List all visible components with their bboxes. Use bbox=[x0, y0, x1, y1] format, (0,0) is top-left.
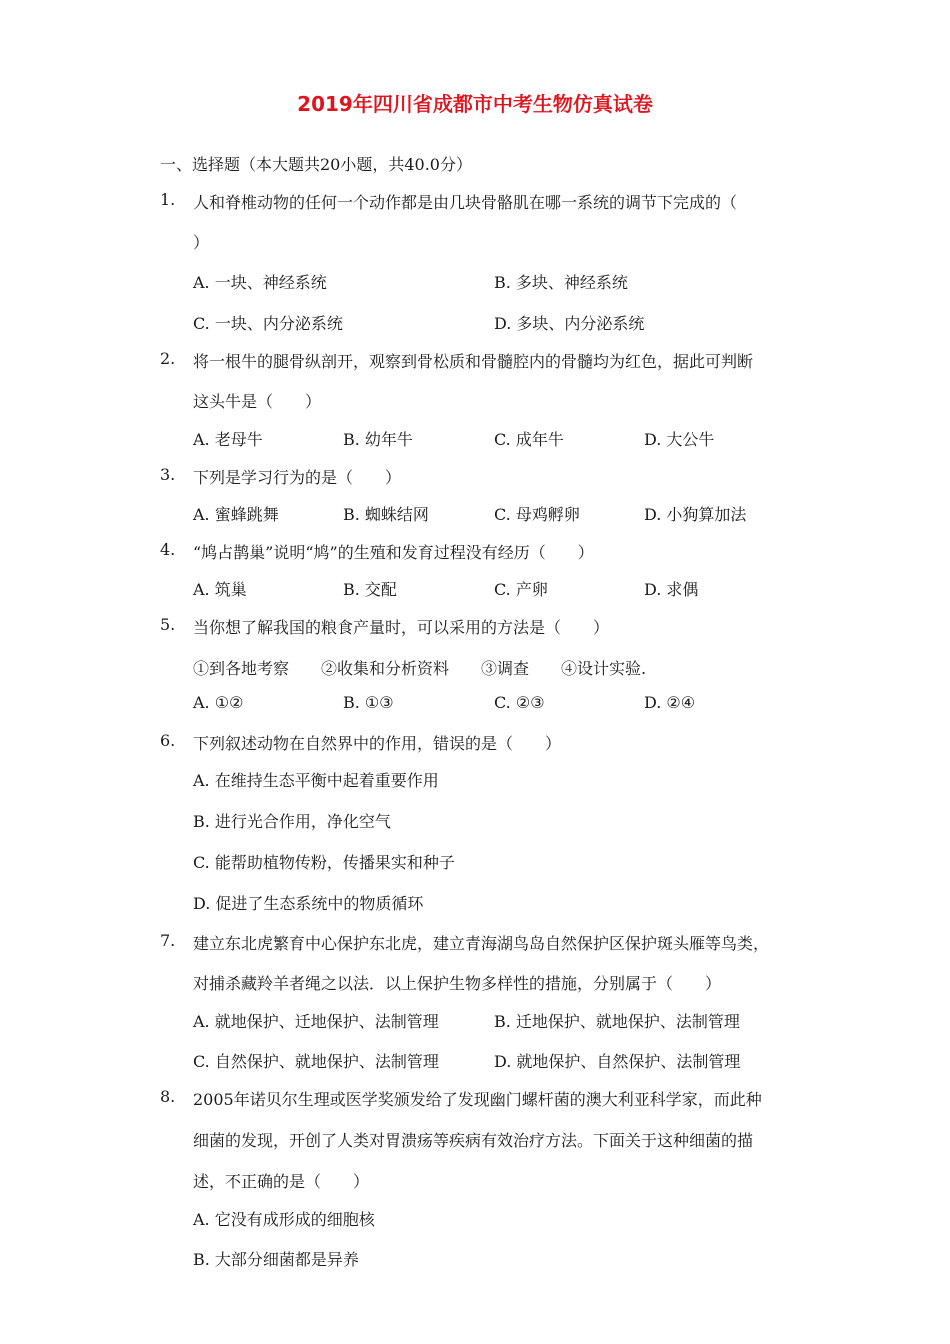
option-c: C. ②③ bbox=[494, 693, 545, 712]
question-number: 4. bbox=[160, 540, 176, 559]
option-c: C. 自然保护、就地保护、法制管理 bbox=[193, 1052, 439, 1071]
option-b: B. 交配 bbox=[343, 580, 397, 599]
option-d: D. 小狗算加法 bbox=[644, 505, 747, 524]
option-a: A. 蜜蜂跳舞 bbox=[193, 505, 279, 524]
option-c: C. 产卵 bbox=[494, 580, 548, 599]
option-d: D. 促进了生态系统中的物质循环 bbox=[193, 894, 424, 913]
option-c: C. 成年牛 bbox=[494, 430, 564, 449]
question-number: 5. bbox=[160, 615, 176, 634]
question-stem: 述，不正确的是（ ） bbox=[193, 1172, 370, 1191]
question-stem: 当你想了解我国的粮食产量时，可以采用的方法是（ ） bbox=[193, 618, 610, 637]
question-stem: 细菌的发现，开创了人类对胃溃疡等疾病有效治疗方法。下面关于这种细菌的描 bbox=[193, 1131, 754, 1150]
option-c: C. 能帮助植物传粉，传播果实和种子 bbox=[193, 853, 455, 872]
question-number: 7. bbox=[160, 931, 176, 950]
exam-title: 2019年四川省成都市中考生物仿真试卷 bbox=[297, 92, 653, 116]
option-d: D. 大公牛 bbox=[644, 430, 715, 449]
option-a: A. 一块、神经系统 bbox=[193, 273, 327, 292]
question-stem: 这头牛是（ ） bbox=[193, 392, 322, 411]
question-number: 6. bbox=[160, 731, 176, 750]
option-b: B. ①③ bbox=[343, 693, 394, 712]
question-number: 3. bbox=[160, 465, 176, 484]
question-stem: 人和脊椎动物的任何一个动作都是由几块骨骼肌在哪一系统的调节下完成的（ bbox=[193, 193, 738, 212]
section-heading: 一、选择题（本大题共20小题，共40.0分） bbox=[160, 155, 472, 174]
option-c: C. 母鸡孵卵 bbox=[494, 505, 580, 524]
option-a: A. 老母牛 bbox=[193, 430, 263, 449]
option-b: B. 迁地保护、就地保护、法制管理 bbox=[494, 1012, 740, 1031]
option-a: A. 筑巢 bbox=[193, 580, 247, 599]
question-number: 2. bbox=[160, 349, 176, 368]
option-d: D. 就地保护、自然保护、法制管理 bbox=[494, 1052, 741, 1071]
question-stem: 将一根牛的腿骨纵剖开，观察到骨松质和骨髓腔内的骨髓均为红色，据此可判断 bbox=[193, 352, 754, 371]
question-number: 1. bbox=[160, 190, 176, 209]
option-b: B. 大部分细菌都是异养 bbox=[193, 1250, 359, 1269]
question-stem: 2005年诺贝尔生理或医学奖颁发给了发现幽门螺杆菌的澳大利亚科学家，而此种 bbox=[193, 1090, 762, 1109]
question-stem: ①到各地考察 ②收集和分析资料 ③调查 ④设计实验. bbox=[193, 659, 647, 678]
option-b: B. 幼年牛 bbox=[343, 430, 413, 449]
question-stem: “鸠占鹊巢”说明“鸠”的生殖和发育过程没有经历（ ） bbox=[193, 543, 594, 562]
option-b: B. 蜘蛛结网 bbox=[343, 505, 429, 524]
option-a: A. 在维持生态平衡中起着重要作用 bbox=[193, 771, 439, 790]
option-b: B. 进行光合作用，净化空气 bbox=[193, 812, 391, 831]
question-number: 8. bbox=[160, 1087, 176, 1106]
option-c: C. 一块、内分泌系统 bbox=[193, 314, 343, 333]
question-stem: 对捕杀藏羚羊者绳之以法．以上保护生物多样性的措施，分别属于（ ） bbox=[193, 974, 722, 993]
option-a: A. 就地保护、迁地保护、法制管理 bbox=[193, 1012, 439, 1031]
option-b: B. 多块、神经系统 bbox=[494, 273, 628, 292]
option-a: A. ①② bbox=[193, 693, 244, 712]
option-a: A. 它没有成形成的细胞核 bbox=[193, 1210, 375, 1229]
question-stem: ） bbox=[193, 233, 210, 252]
option-d: D. 求偶 bbox=[644, 580, 699, 599]
question-stem: 下列叙述动物在自然界中的作用，错误的是（ ） bbox=[193, 734, 562, 753]
question-stem: 建立东北虎繁育中心保护东北虎，建立青海湖鸟岛自然保护区保护斑头雁等鸟类， bbox=[193, 934, 770, 953]
question-stem: 下列是学习行为的是（ ） bbox=[193, 468, 402, 487]
option-d: D. 多块、内分泌系统 bbox=[494, 314, 645, 333]
option-d: D. ②④ bbox=[644, 693, 696, 712]
